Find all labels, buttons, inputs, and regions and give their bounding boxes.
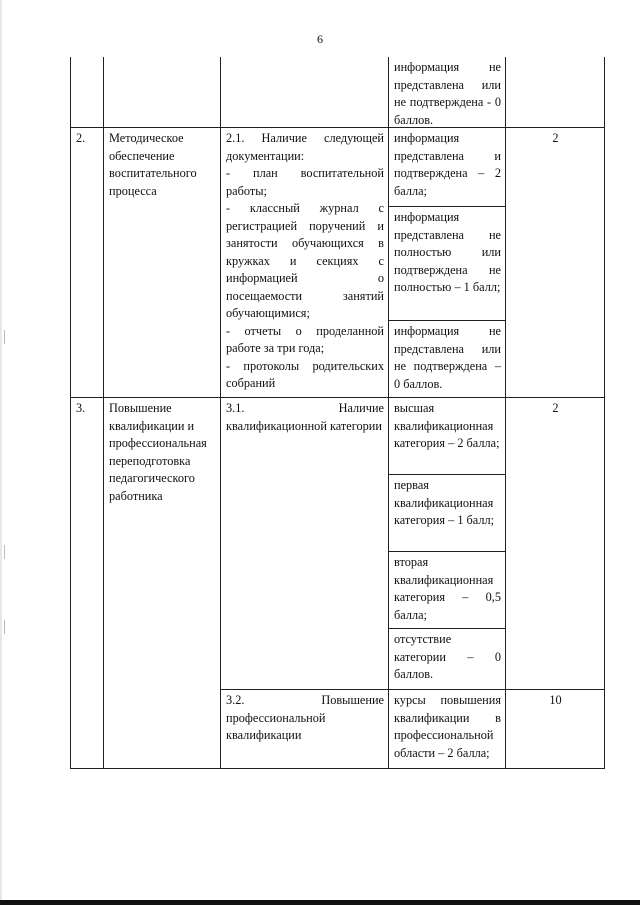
assessment-text: курсы повышения квалификации в профессиональной области – 2 балла; (394, 693, 501, 760)
scan-bottom-edge (0, 900, 640, 905)
assessment-text: информация не представлена или не подтверждена – 0 баллов. (394, 324, 501, 391)
max-score: 2 (506, 128, 605, 398)
criteria-table (70, 57, 605, 769)
criteria-item: - протоколы родительских собраний (226, 358, 384, 390)
table-row (71, 398, 605, 690)
assessment-option (389, 321, 505, 397)
assessment-option (389, 552, 505, 629)
indicator-cell (104, 57, 221, 128)
assessment-text: информация не представлена или не подтверждена - 0 баллов. (394, 60, 501, 127)
scan-mark (4, 620, 5, 634)
assessment-option (389, 398, 505, 475)
criteria-item: - отчеты о проделанной работе за три года; (226, 323, 384, 355)
criteria-cell (221, 57, 389, 128)
criteria-intro: 2.1. Наличие следующей документации: (226, 131, 384, 163)
assessment-option (389, 207, 505, 321)
assessment-text: вторая квалификационная категория – 0,5 балла; (394, 555, 501, 622)
assessment-option (389, 690, 505, 768)
score-cell (506, 57, 605, 128)
assessment-text: информация представлена и подтверждена – 2 балла; (394, 131, 501, 198)
criteria-cell (221, 690, 389, 769)
max-score: 2 (506, 398, 605, 690)
assessment-text: информация представлена не полностью или подтверждена не полностью – 1 балл; (394, 210, 501, 294)
table-row (71, 57, 605, 128)
assessment-option (389, 629, 505, 689)
assessment-text: высшая квалификационная категория – 2 балла; (394, 401, 500, 450)
scan-mark (4, 545, 5, 559)
assessment-cell (389, 690, 506, 769)
scan-left-edge (0, 0, 2, 905)
max-score: 10 (506, 690, 605, 769)
criteria-list (226, 165, 384, 393)
assessment-option (389, 57, 505, 127)
assessment-text: первая квалификационная категория – 1 балл; (394, 478, 495, 527)
criteria-cell (221, 398, 389, 690)
page-number: 6 (317, 32, 323, 46)
assessment-option (389, 128, 505, 207)
table-row (71, 128, 605, 398)
assessment-text: отсутствие категории – 0 баллов. (394, 632, 501, 681)
assessment-option (389, 475, 505, 552)
indicator-title: Методическое обеспечение воспитательного процесса (104, 128, 221, 398)
row-number-cell (71, 57, 104, 128)
criteria-text: 3.1. Наличие квалификационной категории (226, 401, 384, 433)
indicator-title: Повышение квалификации и профессиональная переподготовка педагогического работника (104, 398, 221, 769)
criteria-cell (221, 128, 389, 398)
criteria-item: - план воспитательной работы; (226, 166, 384, 198)
assessment-cell (389, 128, 506, 398)
criteria-item: - классный журнал с регистрацией поручений и занятости обучающихся в кружках и секциях с информацией о посещаемости занятий обучающимися; (226, 201, 384, 320)
assessment-cell (389, 398, 506, 690)
scan-mark (4, 330, 5, 344)
row-number: 3. (71, 398, 104, 769)
criteria-text: 3.2. Повышение профессиональной квалификации (226, 693, 384, 742)
assessment-cell (389, 57, 506, 128)
row-number: 2. (71, 128, 104, 398)
